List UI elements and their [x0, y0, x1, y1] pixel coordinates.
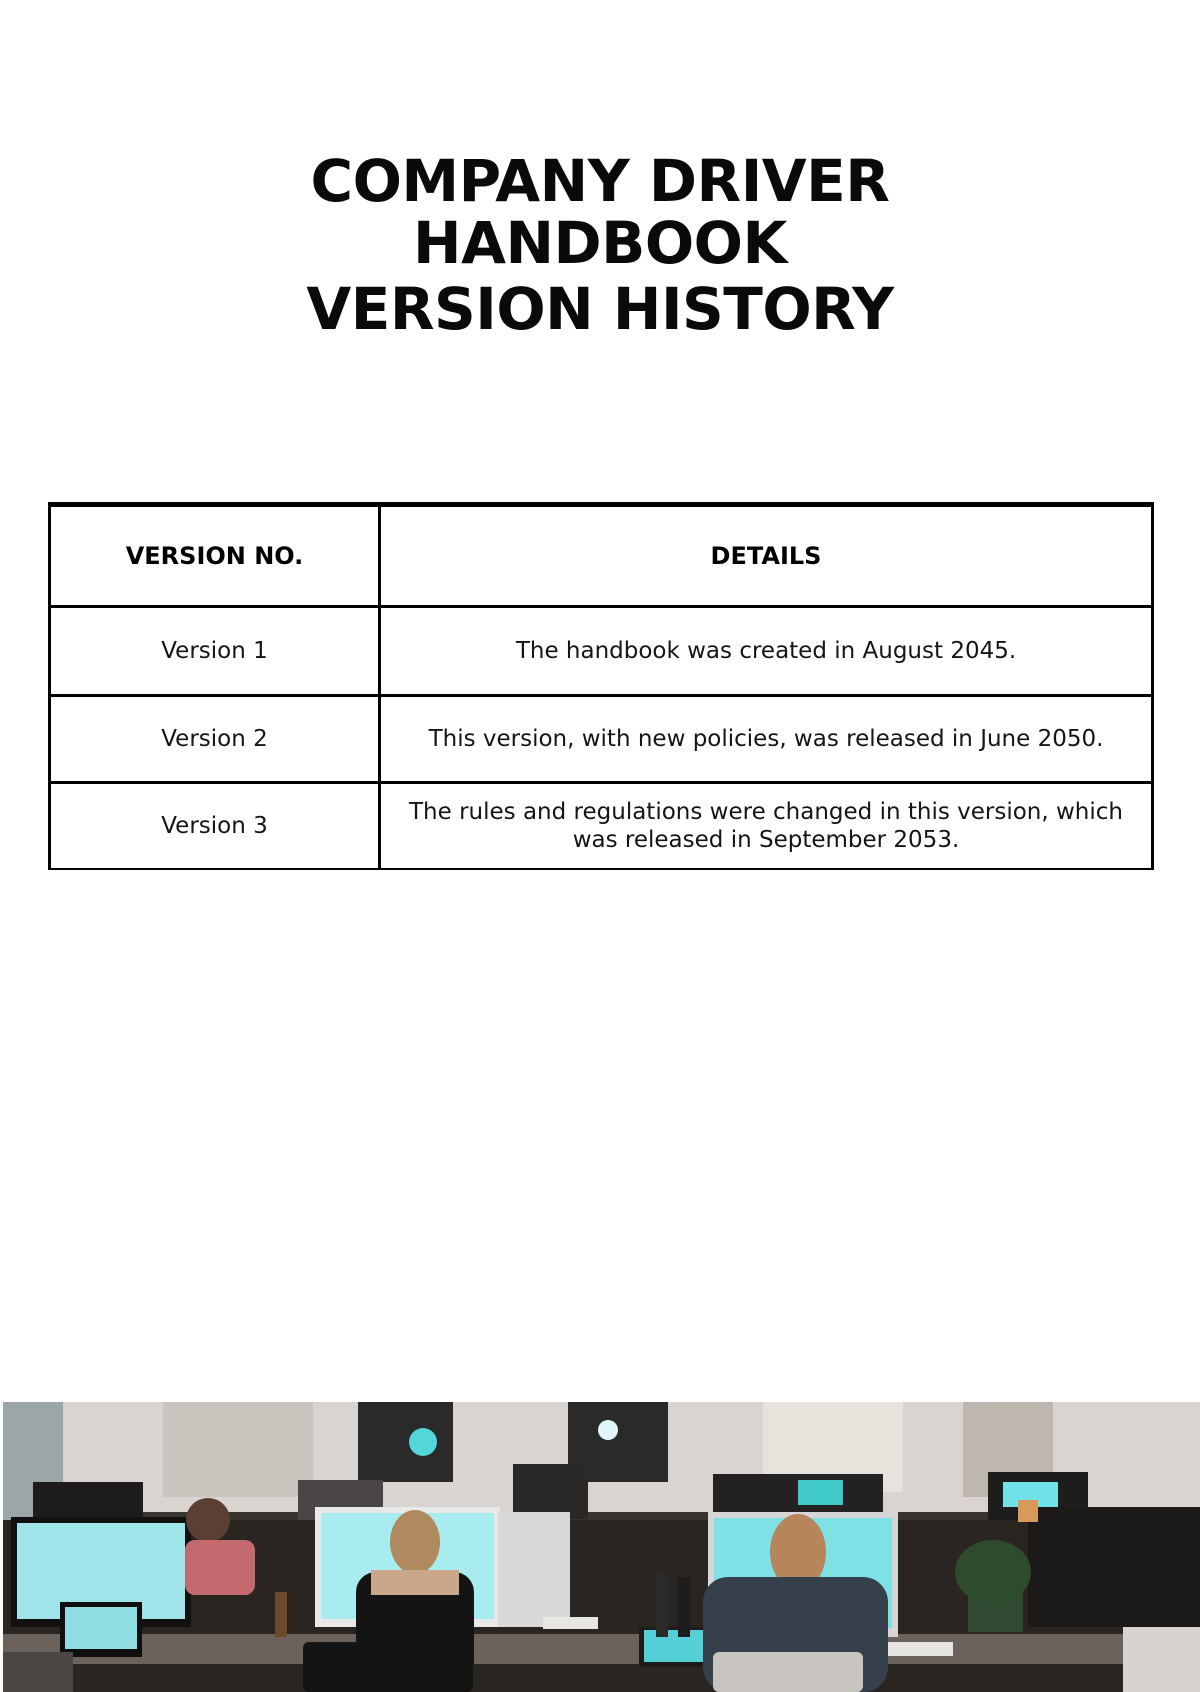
table-row — [50, 783, 1153, 870]
title-line-1: COMPANY DRIVER — [310, 147, 890, 215]
version-cell: Version 1 — [50, 607, 380, 696]
details-cell: This version, with new policies, was released in June 2050. — [380, 696, 1153, 783]
column-header-version: VERSION NO. — [50, 505, 380, 607]
table-row — [50, 696, 1153, 783]
details-cell: The rules and regulations were changed in this version, which was released in September 2053. — [380, 783, 1153, 870]
title-line-2: HANDBOOK — [413, 209, 787, 277]
version-cell: Version 3 — [50, 783, 380, 870]
office-photo — [3, 1402, 1200, 1692]
table-header-row — [50, 505, 1153, 607]
title-line-3: VERSION HISTORY — [306, 275, 894, 343]
version-history-table — [48, 502, 1154, 870]
table-row — [50, 607, 1153, 696]
details-cell: The handbook was created in August 2045. — [380, 607, 1153, 696]
version-cell: Version 2 — [50, 696, 380, 783]
column-header-details: DETAILS — [380, 505, 1153, 607]
